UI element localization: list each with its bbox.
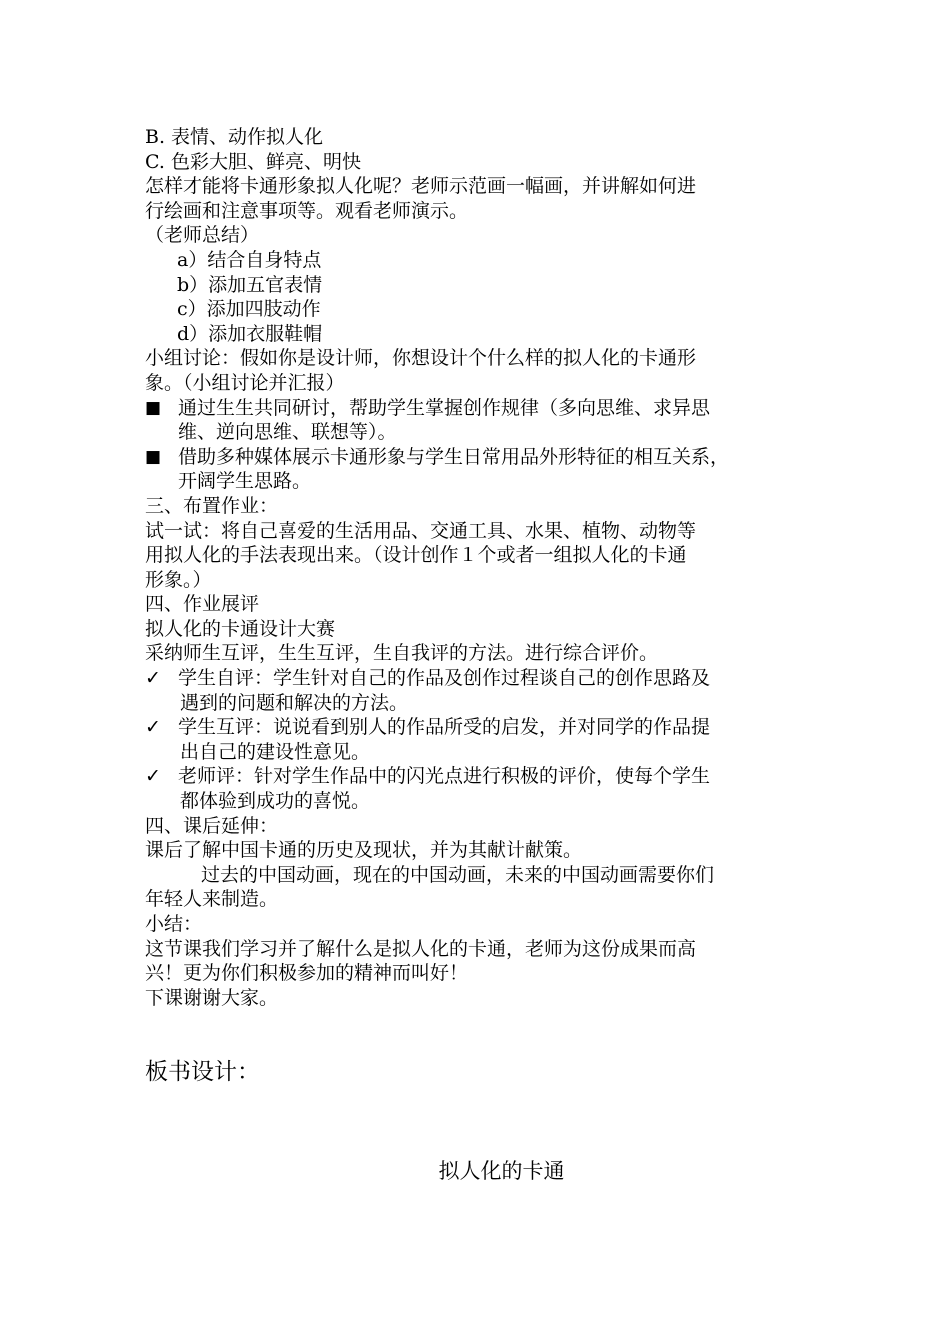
summary-list (145, 248, 825, 346)
summary-item: d）添加衣服鞋帽 (177, 322, 323, 345)
conclusion-heading: 小结： (145, 913, 203, 935)
discussion-line-2: 象。（小组讨论并汇报） (145, 371, 345, 394)
option-b: B. 表情、动作拟人化 (145, 126, 324, 148)
checkmark-icon: ✓ (145, 667, 161, 690)
board-design-title: 板书设计： (145, 1059, 260, 1085)
check-item (145, 764, 825, 813)
review-contest: 拟人化的卡通设计大赛 (145, 617, 336, 640)
square-bullet-icon: ■ (145, 446, 162, 467)
document-body (145, 125, 825, 1010)
demo-question-line-2: 行绘画和注意事项等。观看老师演示。 (145, 199, 469, 222)
checkmark-icon: ✓ (145, 716, 161, 739)
summary-item: a）结合自身特点 (177, 248, 322, 271)
checkmark-icon: ✓ (145, 765, 161, 788)
extension-line-1: 课后了解中国卡通的历史及现状，并为其献计献策。 (145, 839, 583, 862)
square-bullet-icon: ■ (145, 397, 162, 418)
board-design-heading: 拟人化的卡通 (438, 1159, 565, 1183)
check-item (145, 715, 825, 764)
review-heading: 四、作业展评 (145, 593, 260, 616)
conclusion-line-2: 兴！更为你们积极参加的精神而叫好！ (145, 962, 469, 985)
homework-line-3: 形象。） (145, 568, 212, 591)
homework-line-2: 用拟人化的手法表现出来。（设计创作１个或者一组拟人化的卡通 (145, 544, 687, 567)
extension-line-2: 过去的中国动画，现在的中国动画，未来的中国动画需要你们 (201, 863, 715, 886)
discussion-line-1: 小组讨论：假如你是设计师，你想设计个什么样的拟人化的卡通形 (145, 347, 697, 370)
homework-heading: 三、布置作业： (145, 494, 279, 517)
review-method: 采纳师生互评，生生互评，生自我评的方法。进行综合评价。 (145, 642, 659, 665)
extension-line-3: 年轻人来制造。 (145, 888, 279, 911)
conclusion-line-1: 这节课我们学习并了解什么是拟人化的卡通，老师为这份成果而高 (145, 937, 697, 960)
check-text-line: 都体验到成功的喜悦。 (180, 790, 371, 813)
check-text-line: 出自己的建设性意见。 (180, 740, 371, 763)
demo-question-line-1: 怎样才能将卡通形象拟人化呢？老师示范画一幅画，并讲解如何进 (145, 175, 697, 198)
summary-item: c）添加四肢动作 (177, 298, 321, 321)
check-text-line: 学生互评：说说看到别人的作品所受的启发，并对同学的作品提 (178, 716, 711, 739)
check-text-line: 老师评：针对学生作品中的闪光点进行积极的评价，使每个学生 (178, 765, 711, 788)
teacher-summary-label: （老师总结） (145, 224, 260, 247)
bullet-text-line: 开阔学生思路。 (178, 470, 312, 493)
check-text-line: 遇到的问题和解决的方法。 (180, 691, 409, 714)
check-text-line: 学生自评：学生针对自己的作品及创作过程谈自己的创作思路及 (178, 667, 711, 690)
homework-line-1: 试一试：将自己喜爱的生活用品、交通工具、水果、植物、动物等 (145, 519, 697, 542)
bullet-text-line: 维、逆向思维、联想等）。 (178, 421, 397, 444)
bullet-item (145, 445, 825, 494)
bullet-item (145, 396, 825, 445)
extension-heading: 四、课后延伸： (145, 814, 279, 837)
conclusion-line-3: 下课谢谢大家。 (145, 986, 279, 1009)
summary-item: b）添加五官表情 (177, 273, 323, 296)
bullet-text-line: 通过生生共同研讨，帮助学生掌握创作规律（多向思维、求异思 (178, 396, 711, 419)
option-c: C. 色彩大胆、鲜亮、明快 (145, 150, 361, 173)
bullet-text-line: 借助多种媒体展示卡通形象与学生日常用品外形特征的相互关系， (178, 445, 730, 468)
check-item (145, 666, 825, 715)
